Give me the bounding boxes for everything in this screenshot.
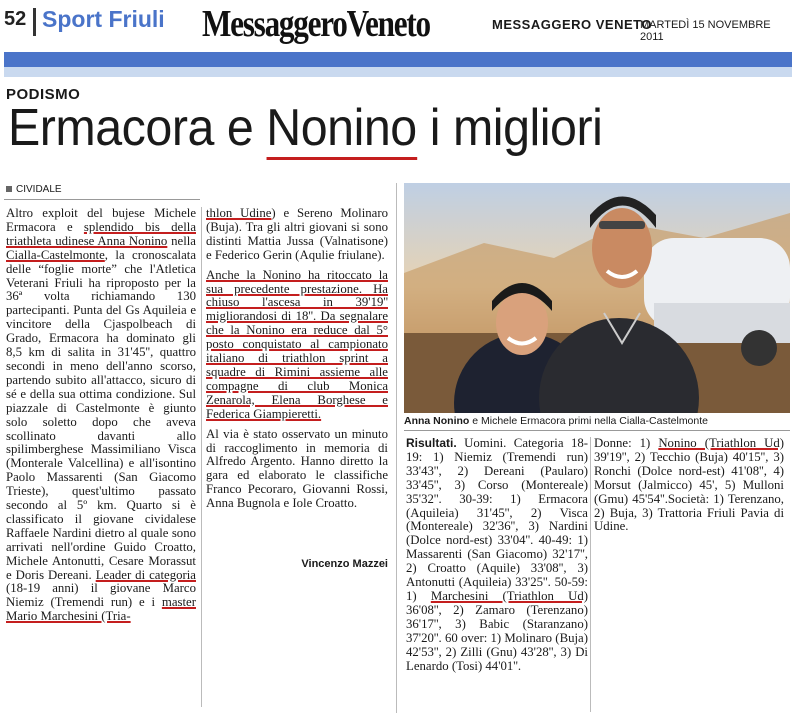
article-paragraph: Al via è stato osservato un minuto di raccoglimento in memoria di Alfredo Argento. Hanno diretto la gara ed elaborato le classifiche Franco Pecoraro, Giovanni Rossi, Anna Bugnola e Iole Croatto. — [206, 426, 388, 511]
text-run: Donne: 1) — [594, 436, 659, 450]
caption-rule — [404, 430, 790, 431]
text-run: 36'08'', 2) Zamaro (Terenzano) 36'17'', 3) Babic (Staranzano) 37'20''. 60 over: 1) Molinaro (Buja) 42'53'', 2) Zilli (Gnu) 43'28'', 3) Di Lenardo (Tosi) 44'01''. — [406, 602, 588, 673]
results-label: Risultati. — [406, 436, 457, 450]
underlined-text: Marchesini (Triathlon Ud) — [430, 588, 588, 603]
caption-text: e Michele Ermacora primi nella Cialla-Castelmonte — [469, 415, 708, 427]
underlined-text: Leader di categoria — [95, 567, 196, 582]
dateline-rule — [4, 199, 200, 200]
masthead-text: MESSAGGERO VENETO — [492, 17, 652, 32]
results-paragraph — [594, 437, 784, 534]
column-divider — [396, 183, 397, 713]
caption-names: Anna Nonino — [404, 415, 470, 427]
issue-date: MARTEDÌ 15 NOVEMBRE 2011 — [640, 19, 771, 43]
headline-highlight: Nonino — [266, 99, 416, 160]
photo-caption — [404, 415, 790, 427]
text-run: ) e Sereno Molinaro (Buja). Tra gli altri giovani si sono distinti Mattia Jussa (Valnatisone) e Federico Gerin (Aqulie friulane). — [206, 206, 389, 262]
underlined-text: master Mario Marchesini (Tria- — [6, 595, 196, 624]
underlined-text: thlon Udine — [206, 206, 272, 220]
results-column-2 — [594, 437, 784, 540]
text-run: Uomini. Categoria 18-19: 1) Niemiz (Tremendi run) 33'43'', 2) Dereani (Paularo) 33'45'', 3) Corso (Montereale) 35'32''. 30-39: 1) Ermacora (Aquileia) 31'45'', 2) Visca (Montereale) 32'36'', 3) Nardini (Dolce nord-est) 33'04''. 40-49: 1) Massarenti (San Giacomo) 32'17'', 2) Croatto (Aquile) 33'08'', 3) Antonutti (Aquileia) 33'25''. 50-59: 1) — [406, 436, 588, 603]
results-column-1 — [406, 437, 588, 679]
header-separator — [33, 8, 36, 36]
dateline — [6, 184, 62, 195]
column-divider — [201, 207, 202, 707]
bullet-square-icon — [6, 186, 12, 192]
column-divider — [590, 437, 591, 712]
article-paragraph — [6, 207, 196, 624]
athletes-photo-illustration — [404, 183, 790, 413]
underlined-text: Nonino (Triathlon Ud) — [658, 436, 785, 450]
underlined-text: Anche la Nonino ha ritoccato la sua precedente prestazione. Ha chiuso l'ascesa in 39'19'' migliorandosi di 18''. Da segnalare che la Nonino era reduce dal 5° posto conquistato al campionato italiano di triathlon sprint a squadre di Rimini assieme alle compagne di club Monica Zenarola, Elena Borghese e Federica Giampieretti. — [206, 267, 388, 421]
article-column-1 — [6, 207, 196, 630]
text-run: nella — [167, 233, 196, 248]
headline-part-1: Ermacora e — [8, 99, 267, 157]
article-paragraph — [206, 269, 388, 422]
page-number: 52 — [4, 8, 27, 30]
article-column-2 — [206, 207, 388, 517]
headline-part-2: i migliori — [416, 99, 603, 157]
text-run: 39'19'', 2) Tecchio (Buja) 40'15'', 3) Ronchi (Dolce nord-est) 41'08'', 4) Morsut (Jalmicco) 45', 5) Mulloni (Gmu) 45'54''.Società: 1) Terenzano, 2) Buja, 3) Trattoria Friuli Pavia di Udine. — [594, 449, 784, 534]
text-run: (18-19 anni) il giovane Marco Niemiz (Tremendi run) e i — [6, 581, 196, 610]
article-headline — [8, 98, 602, 158]
newspaper-logo: MessaggeroVeneto — [202, 3, 430, 45]
author-byline: Vincenzo Mazzei — [301, 558, 388, 570]
article-paragraph — [206, 207, 388, 263]
article-kicker: PODISMO — [6, 86, 81, 103]
header-color-bar — [4, 52, 792, 67]
section-title: Sport Friuli — [42, 6, 165, 32]
underlined-text: Cialla-Castelmonte — [6, 247, 105, 262]
article-photo — [404, 183, 790, 413]
header-light-bar — [4, 67, 792, 77]
results-paragraph — [406, 437, 588, 673]
underlined-text: splendido bis della triathleta udinese Anna Nonino — [6, 219, 196, 248]
text-run: Altro exploit del bujese Michele Ermacora e — [6, 206, 196, 234]
text-run: , la cronoscalata delle “foglie morte” che l'Atletica Veterani Friuli ha riproposto per la 36ª volta richiamando 130 partecipanti. Punta del Gs Aquileia e vincitore della Cjaspolbeach di Grado, Ermacora ha dominato gli 8,5 km di salita in 31'45'', quattro secondi in meno dell'anno scorso, partendo subito all'attacco, sicuro di sé e della sua ottima condizione. Sul piazzale di Castelmonte è giunto solo soletto dopo che aveva scollinato davanti allo spilimberghese Massimiliano Visca (Monterale Valcellina) e all'isontino Paolo Massarenti (San Giacomo Trieste), quest'ultimo passato secondo al 5º km. Quarto si è classificato il giovane cividalese Raffaele Nardini dietro al quale sono arrivati nell'ordine Guido Croatto, Michele Antonutti, Cesare Morassut e Doris Dereani. — [6, 247, 196, 582]
dateline-text: CIVIDALE — [16, 184, 62, 195]
